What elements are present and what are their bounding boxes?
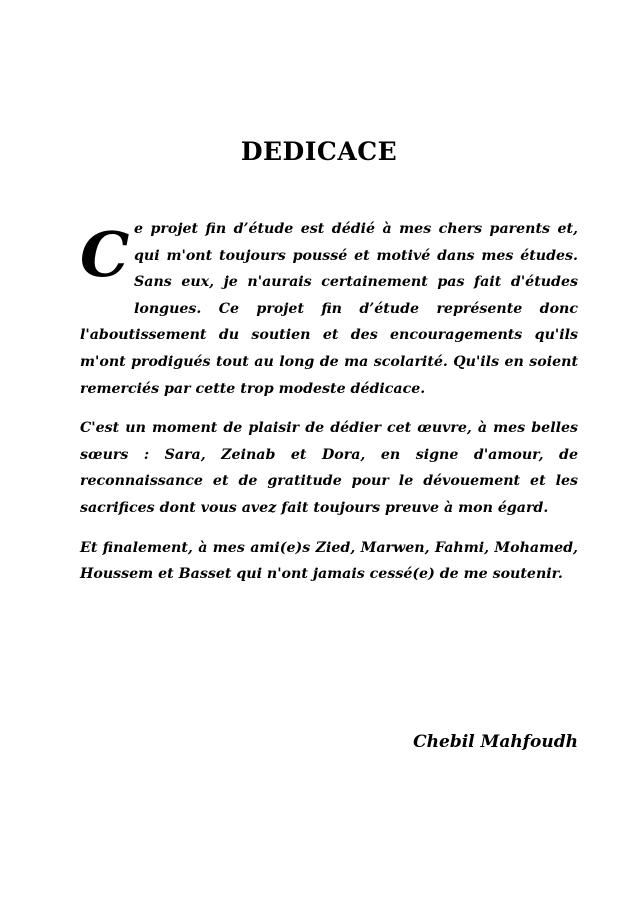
paragraph-friends: Et finalement, à mes ami(e)s Zied, Marwen, Fahmi, Mohamed, Houssem et Basset qui n'ont jamais cessé(e) de me soutenir.	[80, 539, 578, 583]
dedication-body	[80, 216, 578, 601]
paragraph-sisters: C'est un moment de plaisir de dédier cet œuvre, à mes belles sœurs : Sara, Zeinab et Dora, en signe d'amour, de reconnaissance et de gratitude pour le dévouement et les sacrifices dont vous avez fait toujours preuve à mon égard.	[80, 420, 578, 516]
page-title: DEDICACE	[240, 137, 398, 166]
signature: Chebil Mahfoudh	[413, 732, 578, 752]
drop-cap: C	[80, 218, 130, 291]
paragraph-parents-text: e projet fin d’étude est dédié à mes chers parents et, qui m'ont toujours poussé et motivé dans mes études. Sans eux, je n'aurais certainement pas fait d'études longues. Ce projet fin d’étude représente donc l'aboutissement du soutien et des encouragements qu'ils m'ont prodigués tout au long de ma scolarité. Qu'ils en soient remerciés par cette trop modeste dédicace.	[80, 221, 578, 397]
paragraph-parents	[80, 216, 578, 402]
